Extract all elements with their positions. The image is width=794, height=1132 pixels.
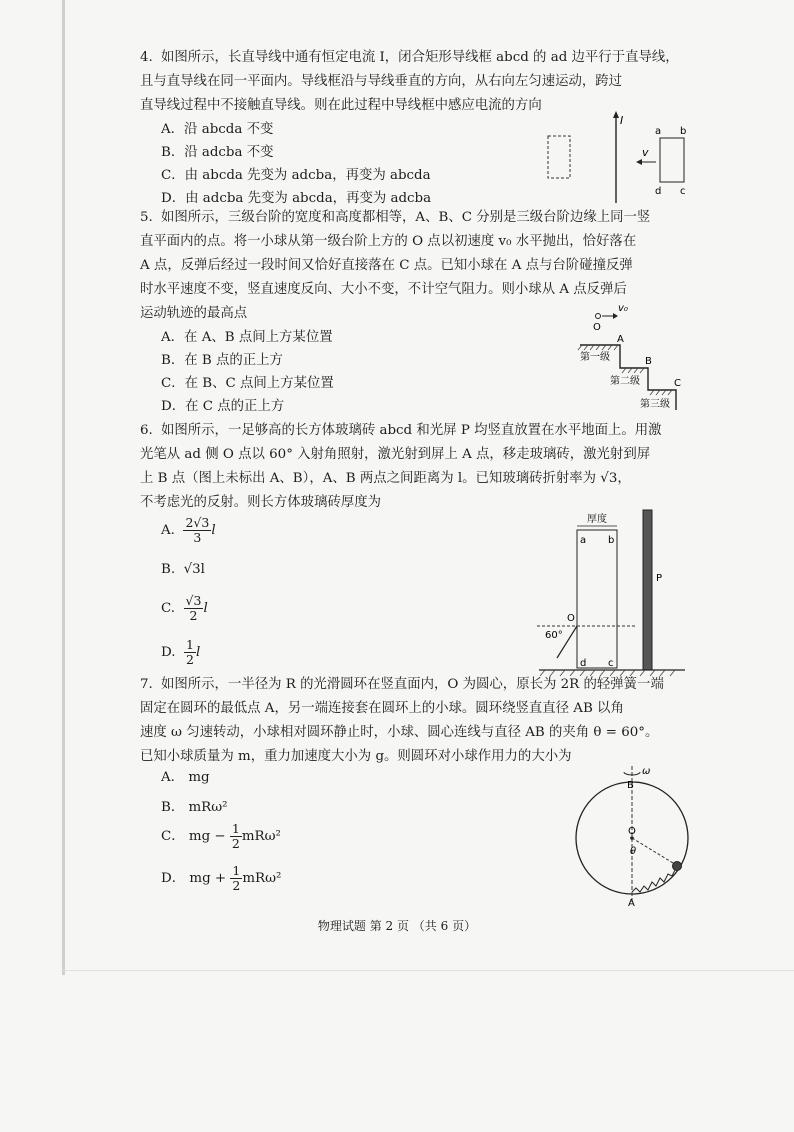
angle-label: 60° xyxy=(545,630,563,641)
radius-line xyxy=(632,838,678,866)
fraction xyxy=(230,822,242,851)
question-text-line: 如图所示，长直导线中通有恒定电流 I，闭合矩形导线框 abcd 的 ad 边平行于直导线， xyxy=(161,50,679,65)
wire-frame xyxy=(660,138,684,182)
option-a xyxy=(161,516,216,545)
option-d: D．在 C 点的正上方 xyxy=(161,399,285,414)
point-c-label: C xyxy=(674,378,681,389)
option-c: C．由 abcda 先变为 adcba，再变为 abcda xyxy=(161,168,431,183)
question-number: 5. xyxy=(140,210,153,225)
option-label: A. xyxy=(161,523,175,538)
question-text-line: A 点，反弹后经过一段时间又恰好直接落在 C 点。已知小球在 A 点与台阶碰撞反弹 xyxy=(140,258,633,273)
page-edge xyxy=(62,970,794,971)
numerator: √3 xyxy=(185,593,202,608)
question-text-line: 已知小球质量为 m，重力加速度大小为 g。则圆环对小球作用力的大小为 xyxy=(140,749,572,764)
fraction xyxy=(184,638,196,667)
step1-label: 第一级 xyxy=(580,352,610,363)
question-7 xyxy=(140,673,700,769)
step2-label: 第二级 xyxy=(610,376,640,387)
option-a: A． mg xyxy=(161,770,210,785)
question-text-line: 且与直导线在同一平面内。导线框沿与导线垂直的方向，从右向左匀速运动，跨过 xyxy=(140,74,623,89)
question-text-line: 时水平速度不变，竖直速度反向、大小不变，不计空气阻力。则小球从 A 点反弹后 xyxy=(140,282,627,297)
omega-label: ω xyxy=(642,766,651,777)
theta-label: θ xyxy=(630,846,637,857)
corner-d: d xyxy=(655,186,662,197)
option-text: mRω² xyxy=(242,871,282,886)
question-text-line: 如图所示，一半径为 R 的光滑圆环在竖直面内，O 为圆心，原长为 2R 的轻弹簧一端 xyxy=(161,677,664,692)
point-a-label: A xyxy=(617,334,624,345)
option-c xyxy=(161,594,208,623)
option-b: B．沿 adcba 不变 xyxy=(161,145,274,160)
current-arrow-icon xyxy=(613,111,619,118)
center-o-label: O xyxy=(628,826,636,837)
corner-b: b xyxy=(680,126,687,137)
option-c xyxy=(161,822,281,851)
ball-icon xyxy=(596,314,601,319)
corner-a: a xyxy=(580,535,587,546)
option-d: D．由 adcba 先变为 abcda，再变为 adcba xyxy=(161,191,432,206)
denominator: 2 xyxy=(189,608,198,623)
fraction xyxy=(183,516,211,545)
point-o-label: O xyxy=(567,613,575,624)
numerator: 1 xyxy=(231,821,240,836)
option-label: D． mg + xyxy=(161,871,227,886)
option-b: B．在 B 点的正上方 xyxy=(161,353,283,368)
option-label: D. xyxy=(161,645,176,660)
question-text-line: 上 B 点（图上未标出 A、B），A、B 两点之间距离为 l。已知玻璃砖折射率为 √3， xyxy=(140,471,631,486)
option-a: A．在 A、B 点间上方某位置 xyxy=(161,330,333,345)
question-text-line: 如图所示，三级台阶的宽度和高度都相等，A、B、C 分别是三级台阶边缘上同一竖 xyxy=(161,210,651,225)
option-d xyxy=(161,638,200,667)
corner-d: d xyxy=(580,658,587,669)
dashed-frame xyxy=(548,136,570,178)
question-number: 7. xyxy=(140,677,153,692)
q6-glass-figure xyxy=(535,506,695,678)
option-label: C． mg − xyxy=(161,829,226,844)
denominator: 2 xyxy=(231,836,240,851)
numerator: 1 xyxy=(186,637,194,652)
question-text-line: 如图所示，一足够高的长方体玻璃砖 abcd 和光屏 P 均竖直放置在水平地面上。用激 xyxy=(161,423,662,438)
question-text-line: 直导线过程中不接触直导线。则在此过程中导线框中感应电流的方向 xyxy=(140,98,542,113)
question-text-line: 光笔从 ad 侧 O 点以 60° 入射角照射，激光射到屏上 A 点，移走玻璃砖，激光射到屏 xyxy=(140,447,651,462)
denominator: 2 xyxy=(232,878,241,893)
question-text-line: 运动轨迹的最高点 xyxy=(140,306,248,321)
light-screen xyxy=(643,510,652,670)
question-text-line: 速度 ω 匀速转动，小球相对圆环静止时，小球、圆心连线与直径 AB 的夹角 θ = 60°。 xyxy=(140,725,659,740)
denominator: 2 xyxy=(186,652,194,667)
option-d xyxy=(161,864,281,893)
option-c: C．在 B、C 点间上方某位置 xyxy=(161,376,334,391)
variable: l xyxy=(203,601,208,616)
question-number: 4. xyxy=(140,50,153,65)
variable: l xyxy=(195,645,201,660)
option-text: √3l xyxy=(183,562,205,577)
point-b-label: B xyxy=(627,780,634,791)
question-text-line: 不考虑光的反射。则长方体玻璃砖厚度为 xyxy=(140,495,382,510)
scan-edge xyxy=(62,0,65,975)
point-o-label: O xyxy=(593,322,601,333)
option-label: C. xyxy=(161,601,176,616)
variable: l xyxy=(211,523,216,538)
current-label: I xyxy=(620,114,624,127)
glass-brick xyxy=(577,530,617,668)
ball-icon xyxy=(673,862,682,871)
corner-a: a xyxy=(655,126,662,137)
option-a: A．沿 abcda 不变 xyxy=(161,122,274,137)
option-label: B. xyxy=(161,562,176,577)
corner-c: c xyxy=(680,186,686,197)
thickness-label: 厚度 xyxy=(587,514,607,525)
q7-ring-figure xyxy=(570,762,694,908)
option-b: B． mRω² xyxy=(161,800,228,815)
numerator: 2√3 xyxy=(185,515,210,530)
arrow-head-icon xyxy=(636,159,642,165)
question-text-line: 固定在圆环的最低点 A，另一端连接套在圆环上的小球。圆环绕竖直直径 AB 以角 xyxy=(140,701,624,716)
option-b xyxy=(161,562,205,577)
denominator: 3 xyxy=(193,530,202,545)
page-footer: 物理试题 第 2 页 （共 6 页） xyxy=(317,919,477,933)
corner-c: c xyxy=(608,658,614,669)
q4-figure xyxy=(540,108,700,208)
question-6 xyxy=(140,419,700,515)
screen-label: P xyxy=(656,573,663,584)
corner-b: b xyxy=(608,535,615,546)
question-number: 6. xyxy=(140,423,153,438)
v0-label: v₀ xyxy=(618,303,628,314)
point-a-label: A xyxy=(628,898,635,908)
option-text: mRω² xyxy=(241,829,281,844)
fraction xyxy=(184,594,204,623)
point-b-label: B xyxy=(645,356,652,367)
question-text-line: 直平面内的点。将一小球从第一级台阶上方的 O 点以初速度 v₀ 水平抛出，恰好落在 xyxy=(140,234,637,249)
numerator: 1 xyxy=(232,863,241,878)
q5-stairs-figure xyxy=(570,300,700,415)
step3-label: 第三级 xyxy=(640,399,670,410)
fraction xyxy=(230,864,242,893)
velocity-label: v xyxy=(642,146,649,159)
